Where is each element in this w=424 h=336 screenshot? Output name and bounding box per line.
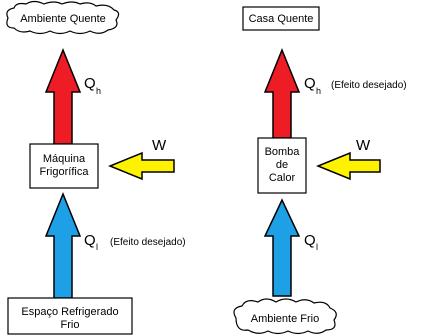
qh-label-left	[84, 75, 101, 96]
hot-reservoir-label-right: Casa Quente	[248, 13, 314, 25]
qh-symbol-right: Q	[304, 75, 316, 92]
hot-reservoir-cloud-left	[7, 2, 119, 34]
ql-label-right	[304, 232, 318, 252]
cold-reservoir-line1-left: Espaço Refrigerado	[21, 306, 119, 318]
ql-symbol-left: Q	[84, 232, 96, 249]
cold-reservoir-box-left	[8, 298, 132, 334]
hot-reservoir-label-left: Ambiente Quente	[20, 13, 106, 25]
refrigerator-diagram	[7, 2, 186, 335]
work-arrow-right	[318, 153, 380, 179]
ql-note-left: (Efeito desejado)	[110, 237, 186, 248]
ql-subscript-right: l	[316, 242, 318, 252]
qh-note-right: (Efeito desejado)	[331, 80, 407, 91]
qh-subscript-right: h	[316, 86, 322, 96]
machine-label-line1-right: Bomba	[264, 146, 300, 158]
work-label-left: W	[152, 137, 167, 154]
ql-label-left	[84, 232, 186, 252]
refrigerator-machine-box	[30, 144, 98, 188]
ql-arrow-right	[265, 200, 299, 296]
cold-reservoir-cloud-right	[234, 299, 336, 334]
machine-label-line3-right: Calor	[268, 172, 296, 184]
cold-reservoir-line2-left: Frio	[60, 319, 80, 331]
machine-label-line2-left: Frigorífica	[39, 166, 89, 178]
qh-arrow-left	[46, 50, 80, 144]
qh-subscript-left: h	[96, 86, 102, 96]
machine-label-line1-left: Máquina	[42, 153, 86, 165]
heat-pump-machine-box	[258, 138, 306, 193]
qh-arrow-right	[265, 50, 299, 138]
qh-symbol-left: Q	[84, 75, 96, 92]
work-arrow-left	[110, 153, 174, 179]
ql-arrow-left	[46, 194, 80, 298]
work-label-right: W	[356, 137, 371, 154]
ql-symbol-right: Q	[304, 232, 316, 249]
ql-subscript-left: l	[96, 242, 98, 252]
cold-reservoir-label-right: Ambiente Frio	[250, 313, 320, 325]
qh-label-right	[304, 75, 407, 96]
heat-pump-diagram	[234, 7, 407, 334]
machine-label-line2-right: de	[275, 159, 289, 171]
hot-reservoir-box-right	[243, 7, 319, 30]
